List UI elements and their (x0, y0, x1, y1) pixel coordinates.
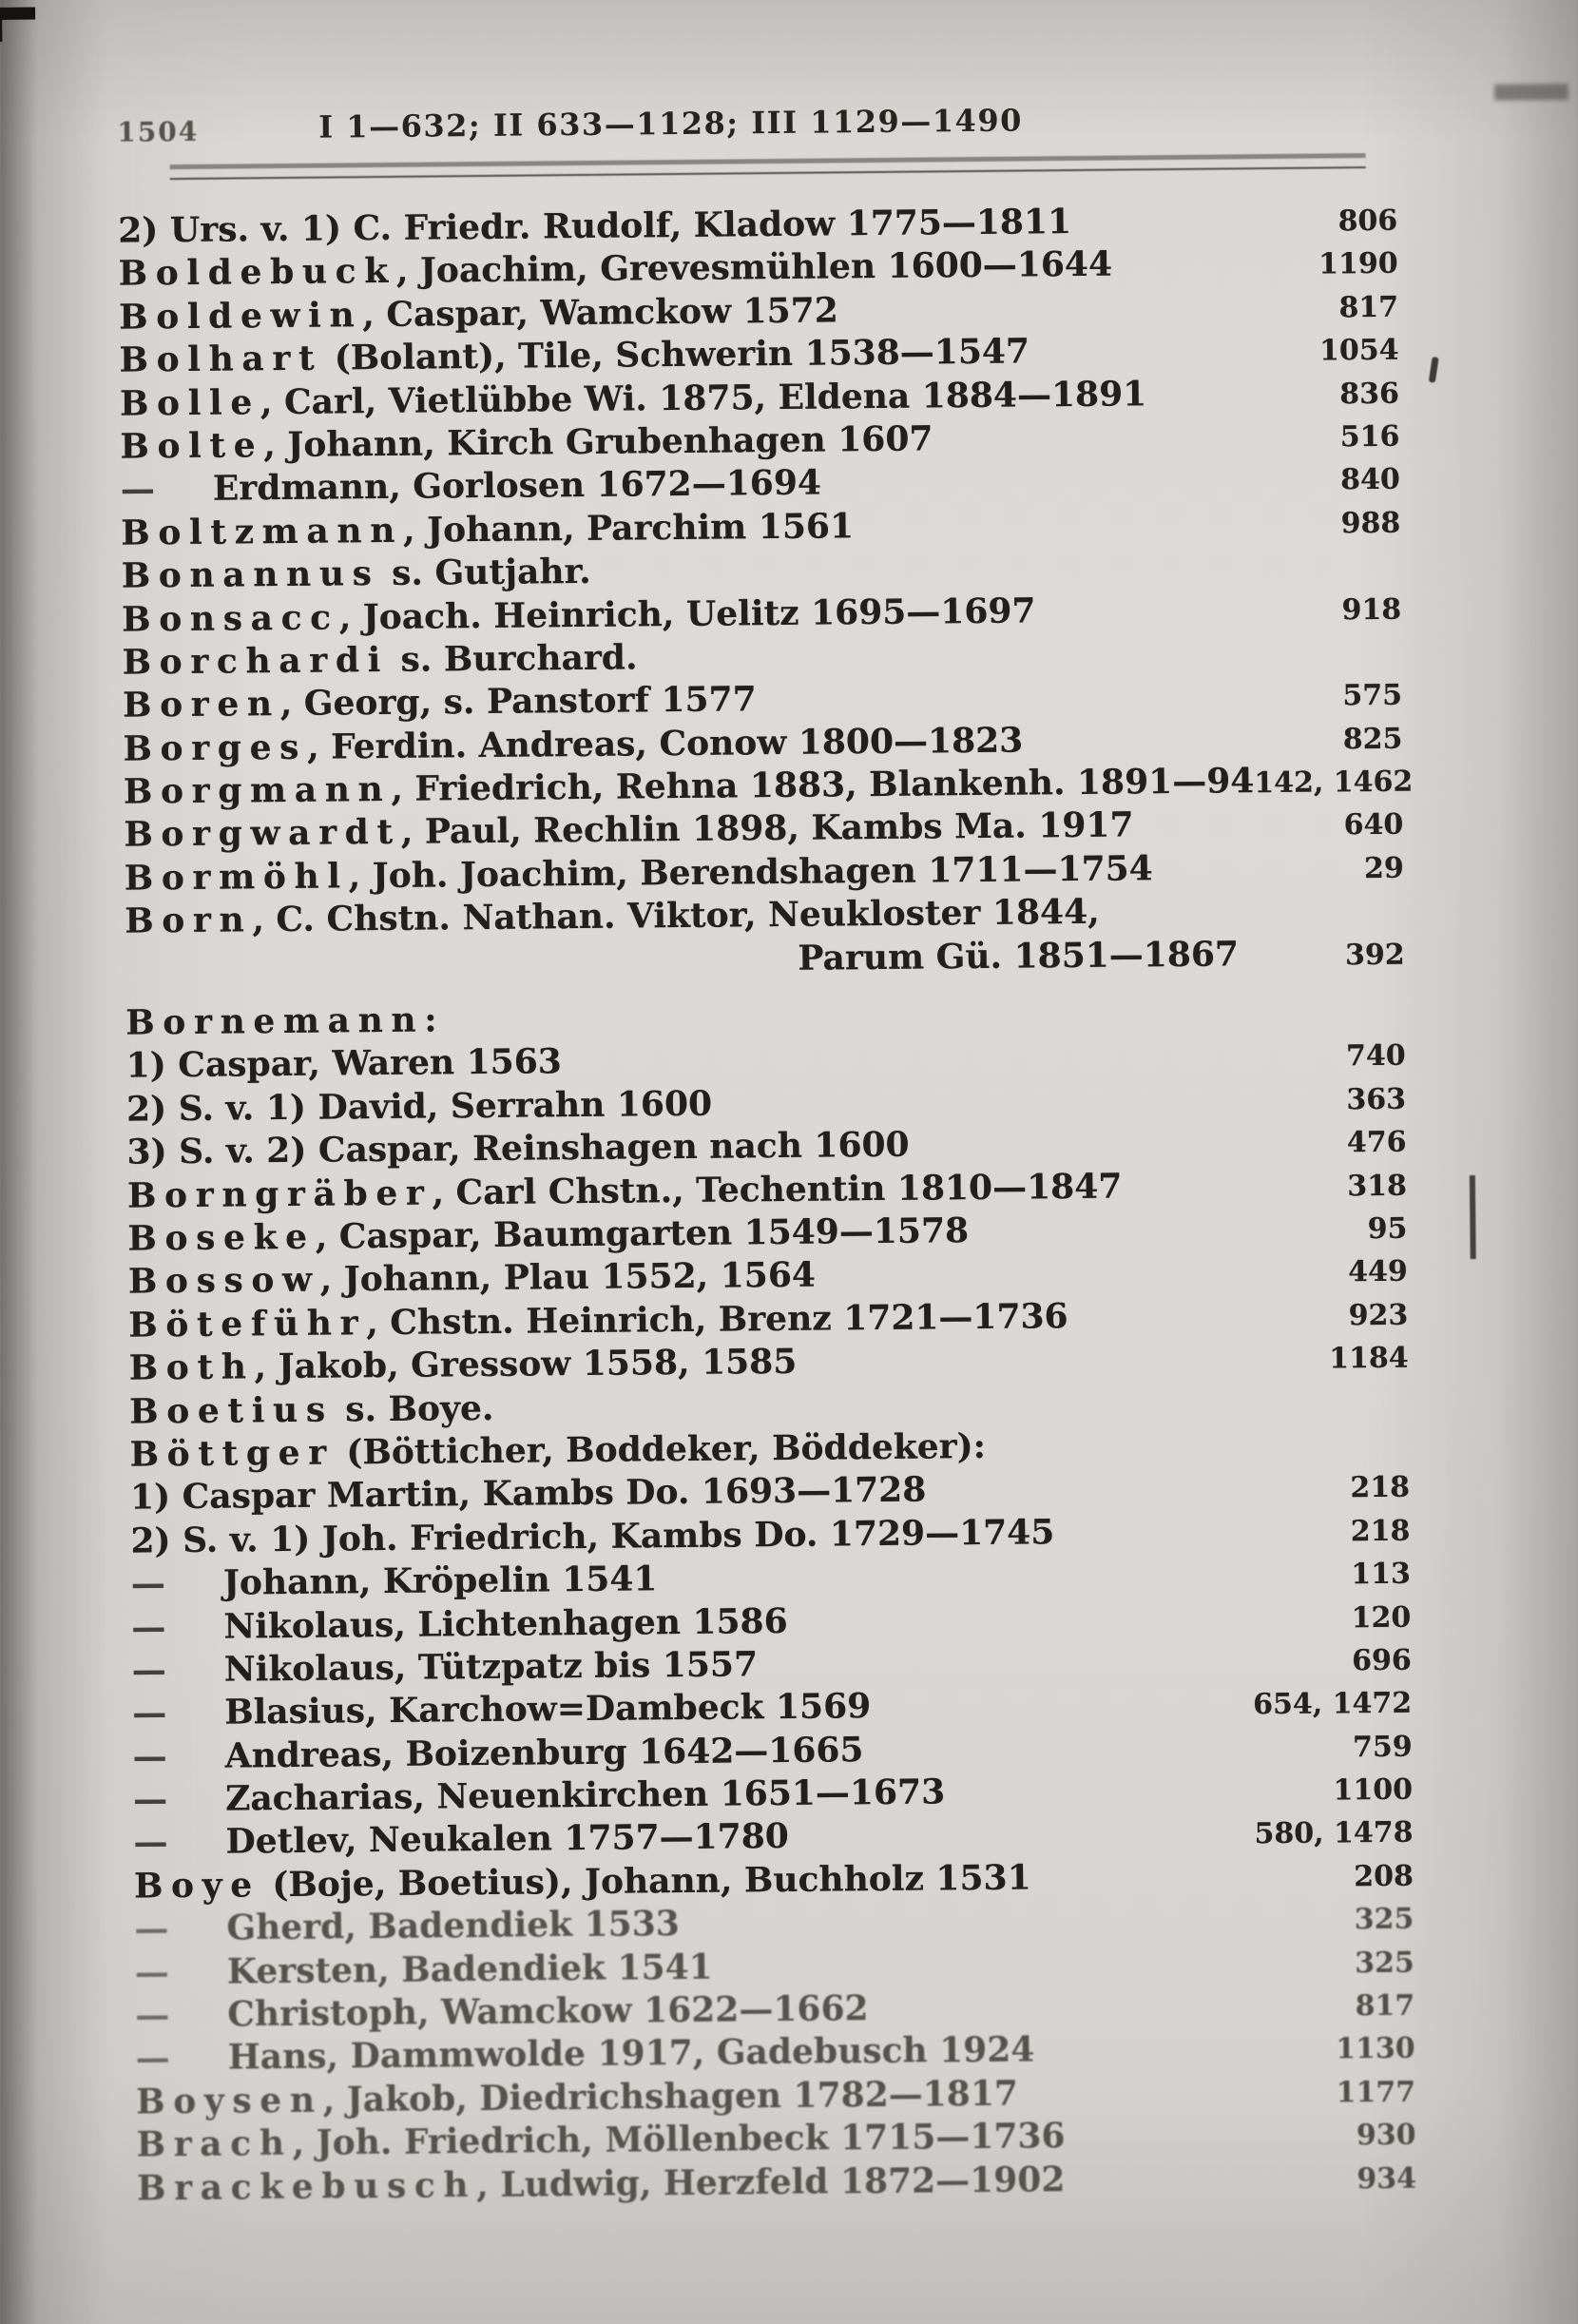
entry-surname: Boye (134, 1865, 260, 1906)
entry-detail: : (424, 999, 437, 1039)
entry-text (227, 1987, 869, 2037)
entry-surname: Bolle (120, 382, 260, 423)
entry-detail: , Ferdin. Andreas, Conow 1800—1823 (307, 720, 1024, 766)
entry-detail: , Georg, s. Panstorf 1577 (280, 680, 757, 725)
entry-detail: Blasius, Karchow=Dambeck 1569 (224, 1686, 871, 1733)
entry-surname: Bornemann (125, 1000, 424, 1043)
entry-text (137, 2159, 1066, 2211)
page-number: 120 (1351, 1596, 1411, 1639)
folio-number: 1504 (117, 116, 199, 148)
entry-text (127, 1210, 969, 1261)
page-number: 29 (1364, 847, 1404, 891)
page-number: 1190 (1318, 242, 1398, 286)
page-number: 142, 1462 (1254, 761, 1413, 805)
page-number: 988 (1340, 501, 1400, 545)
entry-detail: 2) Urs. v. 1) C. Friedr. Rudolf, Kladow 1775—1811 (118, 202, 1071, 251)
scan-artifact (1470, 1175, 1476, 1259)
entry-surname: Bonsacc (122, 597, 339, 639)
entry-detail: Detlev, Neukalen 1757—1780 (225, 1816, 789, 1862)
entry-text (223, 1558, 658, 1605)
page-number: 1130 (1336, 2027, 1415, 2071)
page-number: 113 (1351, 1553, 1411, 1597)
entry-text (224, 1643, 759, 1692)
header-rule (170, 153, 1366, 180)
page-number: 392 (1345, 933, 1405, 977)
ditto-dash: — (131, 1605, 223, 1649)
entry-detail: Parum Gü. 1851—1867 (798, 934, 1239, 978)
entry-surname: Borngräber (127, 1172, 433, 1215)
ditto-dash: — (131, 1562, 223, 1606)
entry-surname: Born (125, 901, 253, 941)
page-number: 923 (1348, 1293, 1408, 1337)
entry-text (129, 1386, 494, 1433)
ditto-dash: — (134, 1908, 226, 1951)
entry-text (227, 2029, 1034, 2081)
page-number: 318 (1347, 1164, 1407, 1208)
entry-detail: , Friedrich, Rehna 1883, Blankenh. 1891—94 (391, 761, 1254, 809)
entry-detail: 1) Caspar Martin, Kambs Do. 1693—1728 (130, 1470, 927, 1518)
volume-page-ranges: I 1—632; II 633—1128; III 1129—1490 (318, 102, 1023, 145)
entry-surname: Bolhart (119, 339, 322, 380)
entry-detail: , Ludwig, Herzfeld 1872—1902 (476, 2159, 1065, 2205)
entry-detail: Johann, Kröpelin 1541 (223, 1559, 658, 1602)
page-number: 759 (1353, 1725, 1413, 1769)
entry-detail: Nikolaus, Tützpatz bis 1557 (224, 1644, 759, 1689)
page-number: 580, 1478 (1254, 1811, 1413, 1856)
page-number: 817 (1338, 285, 1398, 329)
ditto-dash: — (132, 1692, 224, 1735)
page-number: 836 (1339, 372, 1399, 416)
entry-detail: , Joh. Joachim, Berendshagen 1711—1754 (348, 848, 1153, 896)
page-number: 218 (1350, 1466, 1410, 1510)
entry-detail: s. Gutjahr. (379, 552, 591, 593)
entry-text (122, 590, 1036, 642)
entry-text (126, 1082, 712, 1131)
entry-text (119, 289, 838, 339)
entry-text (126, 1124, 909, 1174)
entry-surname: Borchardi (122, 640, 389, 683)
entry-surname: Boltzmann (121, 511, 403, 553)
entry-text (121, 505, 854, 555)
page-number: 806 (1337, 200, 1397, 243)
page-number: 840 (1340, 458, 1400, 502)
entry-detail: 3) S. v. 2) Caspar, Reinshagen nach 1600 (126, 1125, 909, 1172)
page-number: 1100 (1333, 1769, 1413, 1812)
entry-detail: (Boje, Boetius), Johann, Buchholz 1531 (260, 1857, 1031, 1905)
page-number: 934 (1357, 2157, 1416, 2200)
entry-text (213, 462, 822, 512)
page-number: 325 (1355, 1898, 1414, 1942)
page-number: 1054 (1319, 329, 1399, 373)
scan-artifact (1494, 84, 1568, 101)
entry-surname: Boysen (136, 2080, 323, 2121)
page-number: 740 (1346, 1035, 1406, 1078)
entry-surname: Borgmann (124, 769, 392, 812)
entry-surname: Borgwardt (124, 812, 401, 855)
entry-detail: s. Boye. (334, 1387, 494, 1429)
page-number: 325 (1355, 1941, 1414, 1985)
entry-text (130, 1469, 927, 1520)
scan-artifact (1429, 357, 1439, 383)
page-number: 449 (1348, 1250, 1408, 1294)
entry-detail: , Carl, Vietlübbe Wi. 1875, Eldena 1884—1891 (260, 374, 1147, 422)
entry-detail: Kersten, Badendiek 1541 (227, 1946, 713, 1991)
entry-surname: Bolte (120, 425, 263, 466)
entry-detail: , Paul, Rechlin 1898, Kambs Ma. 1917 (401, 805, 1134, 852)
ditto-dash: — (136, 2037, 228, 2081)
entry-text (225, 1815, 789, 1864)
index-entries (118, 198, 1416, 2211)
entry-text (125, 998, 437, 1045)
ditto-dash: — (132, 1649, 224, 1693)
ditto-dash: — (135, 1994, 227, 2038)
page-number: 575 (1342, 674, 1402, 718)
entry-detail: , Joachim, Grevesmühlen 1600—1644 (396, 244, 1113, 291)
entry-detail: , Jakob, Gressow 1558, 1585 (254, 1342, 797, 1386)
entry-detail: Hans, Dammwolde 1917, Gadebusch 1924 (228, 2030, 1035, 2078)
entry-detail: , Caspar, Wamckow 1572 (362, 290, 838, 335)
entry-detail: , Johann, Kirch Grubenhagen 1607 (263, 418, 933, 465)
ditto-dash: — (135, 1950, 227, 1994)
entry-detail: 2) S. v. 1) David, Serrahn 1600 (126, 1083, 712, 1129)
entry-detail: s. Burchard. (389, 637, 638, 680)
entry-detail: 2) S. v. 1) Joh. Friedrich, Kambs Do. 1729—1745 (130, 1512, 1054, 1560)
entry-surname: Boren (123, 684, 280, 726)
page-number: 516 (1340, 416, 1400, 459)
entry-text (128, 1254, 816, 1304)
entry-detail: , Joach. Heinrich, Uelitz 1695—1697 (338, 591, 1035, 637)
entry-text (224, 1685, 871, 1734)
entry-surname: Boseke (127, 1217, 316, 1259)
entry-text (225, 1771, 945, 1821)
entry-surname: Böttger (129, 1432, 335, 1474)
entry-text (227, 1946, 713, 1993)
entry-detail: Andreas, Boizenburg 1642—1665 (224, 1730, 863, 1775)
page-number: 476 (1347, 1121, 1407, 1165)
page-number: 1177 (1336, 2070, 1415, 2114)
entry-detail: , Chstn. Heinrich, Brenz 1721—1736 (366, 1296, 1068, 1343)
entry-surname: Boldewin (119, 295, 363, 337)
entry-surname: Bonannus (122, 553, 380, 596)
page-number: 363 (1346, 1077, 1406, 1121)
entry-detail: , Jakob, Diedrichshagen 1782—1817 (322, 2073, 1018, 2120)
entry-surname: Boetius (129, 1389, 334, 1431)
entry-text (226, 1903, 680, 1950)
entry-text (129, 1341, 798, 1390)
entry-text (123, 679, 757, 728)
entry-detail: , Carl Chstn., Techentin 1810—1847 (432, 1166, 1122, 1212)
entry-surname: Brackebusch (137, 2165, 477, 2208)
entry-surname: Bossow (128, 1260, 320, 1302)
entry-surname: Böteführ (128, 1303, 366, 1345)
page-number: 208 (1354, 1854, 1414, 1898)
page-number: 817 (1355, 1985, 1414, 2028)
ditto-dash: — (132, 1734, 224, 1778)
page-number: 218 (1351, 1509, 1411, 1553)
entry-detail: (Bötticher, Boddeker, Böddeker): (335, 1426, 986, 1473)
entry-surname: Both (129, 1346, 255, 1387)
entry-text (122, 551, 591, 598)
entry-detail: Zacharias, Neuenkirchen 1651—1673 (225, 1772, 945, 1818)
page-number: 696 (1352, 1639, 1412, 1683)
page-number: 930 (1357, 2114, 1416, 2158)
page-number: 918 (1341, 588, 1401, 631)
scan-artifact (0, 8, 2, 42)
entry-detail: 1) Caspar, Waren 1563 (125, 1042, 562, 1086)
entry-text (130, 1511, 1054, 1563)
entry-surname: Boldebuck (118, 251, 396, 294)
page-number: 825 (1343, 717, 1403, 761)
entry-surname: Bormöhl (125, 856, 349, 898)
scan-artifact (0, 7, 35, 19)
entry-text (128, 1295, 1068, 1347)
entry-text (223, 1599, 788, 1648)
ditto-dash: — (133, 1821, 225, 1865)
entry-detail: , Johann, Parchim 1561 (403, 506, 854, 551)
entry-text (122, 636, 637, 685)
entry-detail: , Johann, Plau 1552, 1564 (319, 1255, 816, 1300)
entry-text (125, 1041, 562, 1089)
ditto-dash: — (133, 1778, 225, 1822)
entry-detail: , C. Chstn. Nathan. Viktor, Neukloster 1844, (252, 892, 1100, 940)
entry-detail: , Caspar, Baumgarten 1549—1578 (316, 1210, 970, 1257)
ditto-dash: — (121, 468, 213, 512)
entry-text (224, 1729, 863, 1778)
entry-detail: Erdmann, Gorlosen 1672—1694 (213, 463, 821, 509)
entry-surname: Borges (123, 726, 307, 768)
page-number: 95 (1367, 1208, 1407, 1251)
entry-detail: Christoph, Wamckow 1622—1662 (227, 1988, 869, 2034)
page-number: 1184 (1329, 1337, 1409, 1381)
entry-surname: Brach (136, 2123, 292, 2165)
entry-detail: (Bolant), Tile, Schwerin 1538—1547 (322, 332, 1030, 378)
entry-text (120, 417, 933, 469)
entry-detail: , Joh. Friedrich, Möllenbeck 1715—1736 (292, 2116, 1065, 2163)
entry-detail: Gherd, Badendiek 1533 (226, 1904, 680, 1948)
entry-detail: Nikolaus, Lichtenhagen 1586 (223, 1600, 788, 1646)
page-number: 654, 1472 (1253, 1682, 1412, 1727)
page-number: 640 (1343, 804, 1403, 847)
